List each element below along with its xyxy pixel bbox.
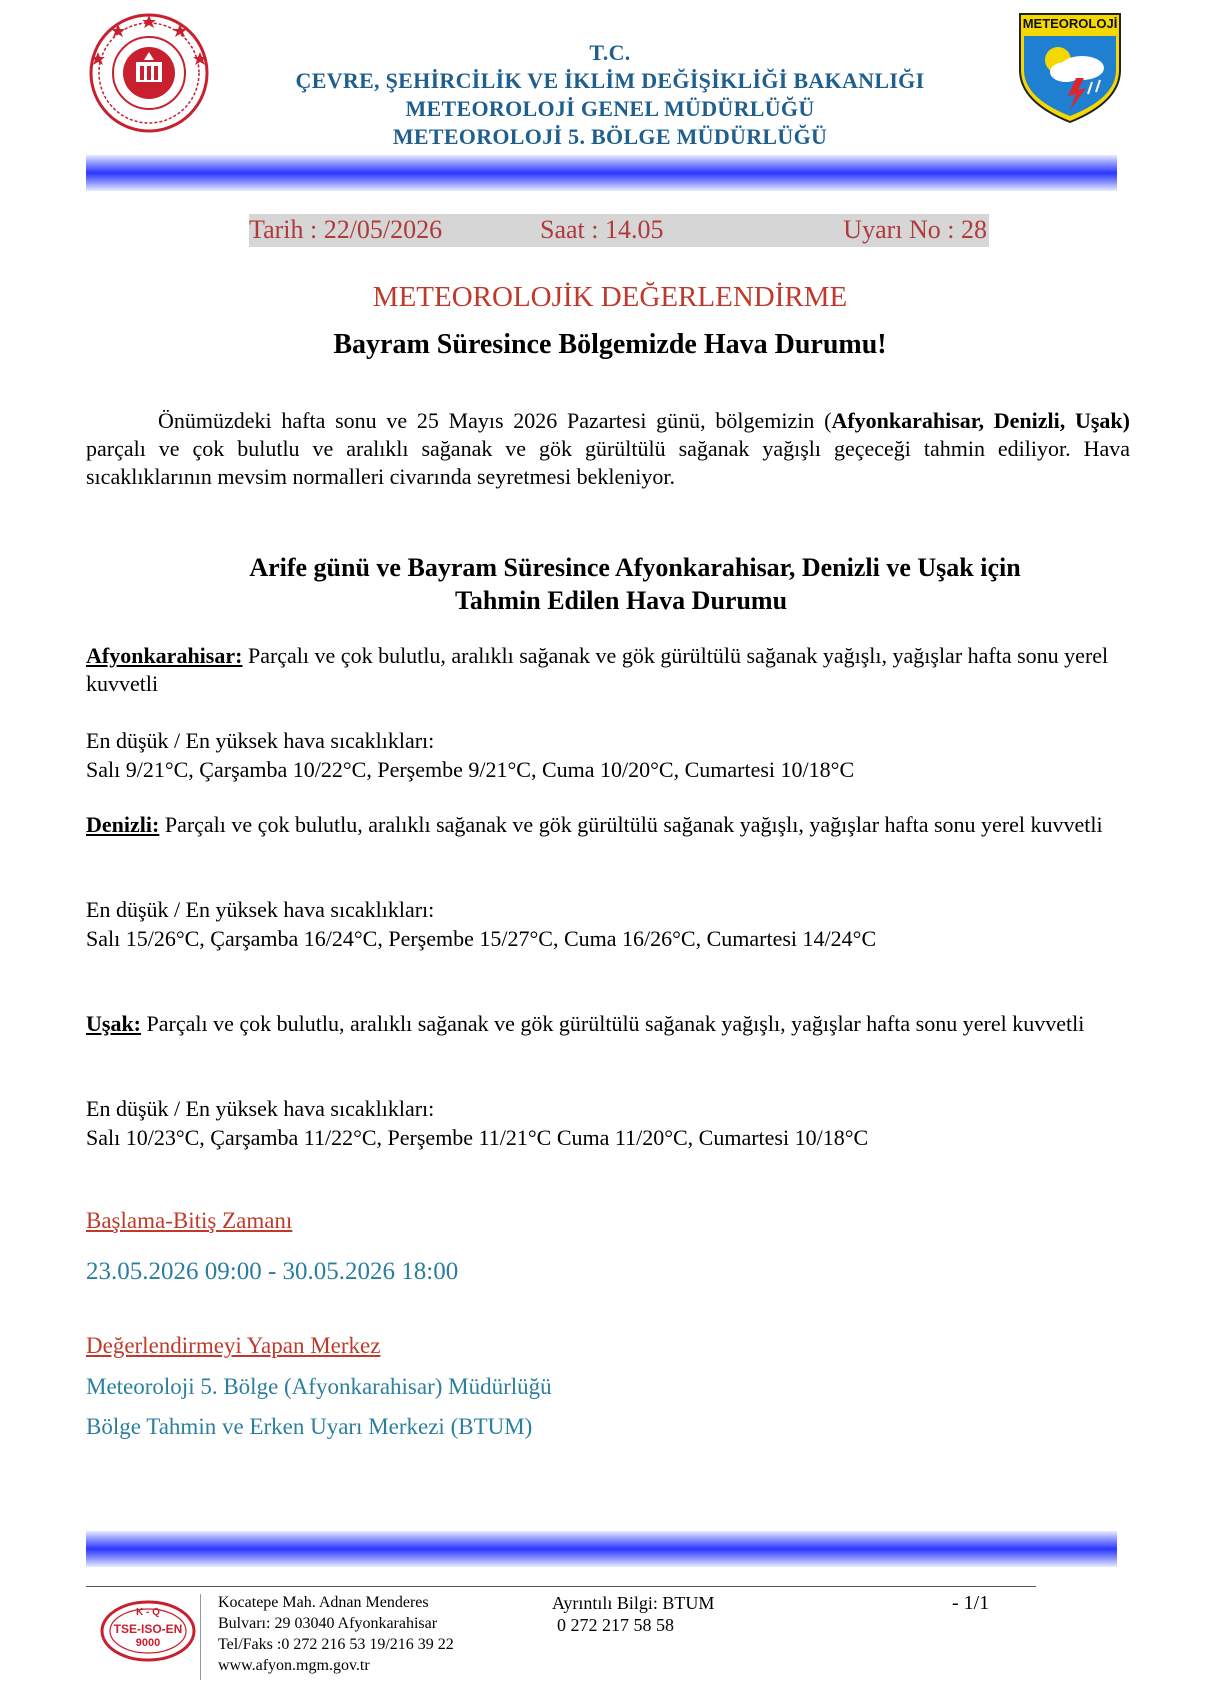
city-description: Parçalı ve çok bulutlu, aralıklı sağanak ve gök gürültülü sağanak yağışlı, yağışlar hafta sonu yerel kuvvetli: [86, 643, 1109, 696]
website-link[interactable]: www.afyon.mgm.gov.tr: [218, 1657, 370, 1674]
tse-logo-mid: TSE-ISO-EN: [113, 1622, 183, 1636]
page-number: - 1/1: [952, 1592, 990, 1614]
intro-part1: Önümüzdeki hafta sonu ve 25 Mayıs 2026 Pazartesi günü, bölgemizin (: [158, 408, 832, 433]
city-afyonkarahisar: [86, 642, 1136, 698]
temps-denizli: Salı 15/26°C, Çarşamba 16/24°C, Perşembe 15/27°C, Cuma 16/26°C, Cumartesi 14/24°C: [86, 926, 877, 951]
section-heading-line1: Arife günü ve Bayram Süresince Afyonkarahisar, Denizli ve Uşak için: [249, 553, 1021, 582]
center-line2: Bölge Tahmin ve Erken Uyarı Merkezi (BTUM): [86, 1414, 533, 1439]
intro-paragraph: [86, 407, 1130, 491]
tse-logo-top: K - Q: [136, 1607, 160, 1618]
temps-label-usak: En düşük / En yüksek hava sıcaklıkları:: [86, 1096, 435, 1121]
temps-afyon: Salı 9/21°C, Çarşamba 10/22°C, Perşembe 9/21°C, Cuma 10/20°C, Cumartesi 10/18°C: [86, 757, 855, 782]
tse-logo: [100, 1600, 196, 1662]
meta-bar: [249, 214, 989, 247]
city-name: Afyonkarahisar:: [86, 643, 243, 668]
tse-logo-bot: 9000: [135, 1637, 161, 1649]
doc-title: METEOROLOJİK DEĞERLENDİRME: [372, 281, 848, 313]
city-description: Parçalı ve çok bulutlu, aralıklı sağanak ve gök gürültülü sağanak yağışlı, yağışlar hafta sonu yerel kuvvetli: [159, 812, 1103, 837]
section-heading: [0, 551, 1220, 617]
center-line1: Meteoroloji 5. Bölge (Afyonkarahisar) Müdürlüğü: [86, 1374, 552, 1399]
footer-info: [552, 1592, 714, 1636]
info-phone: 0 272 217 58 58: [557, 1615, 674, 1635]
city-description: Parçalı ve çok bulutlu, aralıklı sağanak ve gök gürültülü sağanak yağışlı, yağışlar hafta sonu yerel kuvvetli: [141, 1011, 1085, 1036]
footer-address: [218, 1592, 454, 1676]
footer-divider: [200, 1594, 201, 1680]
top-band: [86, 155, 1117, 191]
center-label: Değerlendirmeyi Yapan Merkez: [86, 1333, 381, 1358]
intro-regions: Afyonkarahisar, Denizli, Uşak): [831, 408, 1130, 433]
temps-usak: Salı 10/23°C, Çarşamba 11/22°C, Perşembe 11/21°C Cuma 11/20°C, Cumartesi 10/18°C: [86, 1125, 869, 1150]
warning-number: Uyarı No : 28: [843, 215, 987, 244]
address-line2: Bulvarı: 29 03040 Afyonkarahisar: [218, 1615, 438, 1632]
validity-label: Başlama-Bitiş Zamanı: [86, 1208, 293, 1233]
city-name: Uşak:: [86, 1011, 142, 1036]
doc-subtitle: Bayram Süresince Bölgemizde Hava Durumu!: [333, 329, 887, 360]
validity-value: 23.05.2026 09:00 - 30.05.2026 18:00: [86, 1258, 459, 1285]
info-line1: Ayrıntılı Bilgi: BTUM: [552, 1593, 715, 1613]
header-general-directorate: METEOROLOJİ GENEL MÜDÜRLÜĞÜ: [405, 96, 815, 121]
time-text: Saat : 14.05: [540, 215, 664, 244]
address-line1: Kocatepe Mah. Adnan Menderes: [218, 1594, 429, 1611]
section-heading-line2: Tahmin Edilen Hava Durumu: [454, 586, 788, 615]
meteoroloji-logo: [1016, 10, 1124, 124]
bottom-band: [86, 1531, 1117, 1567]
header-regional-directorate: METEOROLOJİ 5. BÖLGE MÜDÜRLÜĞÜ: [392, 124, 828, 149]
footer-rule: [86, 1586, 1036, 1587]
temps-label-afyon: En düşük / En yüksek hava sıcaklıkları:: [86, 728, 435, 753]
city-denizli: [86, 811, 1136, 839]
city-name: Denizli:: [86, 812, 160, 837]
intro-part2: parçalı ve çok bulutlu ve aralıklı sağanak ve gök gürültülü sağanak yağışlı geçeceği tahmin ediliyor. Hava sıcaklıklarının mevsim normalleri civarında seyretmesi bekleniyor.: [86, 436, 1130, 489]
logo-text: METEOROLOJİ: [1022, 16, 1118, 31]
date-text: Tarih : 22/05/2026: [249, 215, 443, 244]
temps-label-denizli: En düşük / En yüksek hava sıcaklıkları:: [86, 897, 435, 922]
header-ministry: ÇEVRE, ŞEHİRCİLİK VE İKLİM DEĞİŞİKLİĞİ BAKANLIĞI: [295, 68, 925, 93]
address-line3: Tel/Faks :0 272 216 53 19/216 39 22: [218, 1636, 454, 1653]
city-usak: [86, 1010, 1136, 1038]
header-tc: T.C.: [589, 40, 631, 65]
